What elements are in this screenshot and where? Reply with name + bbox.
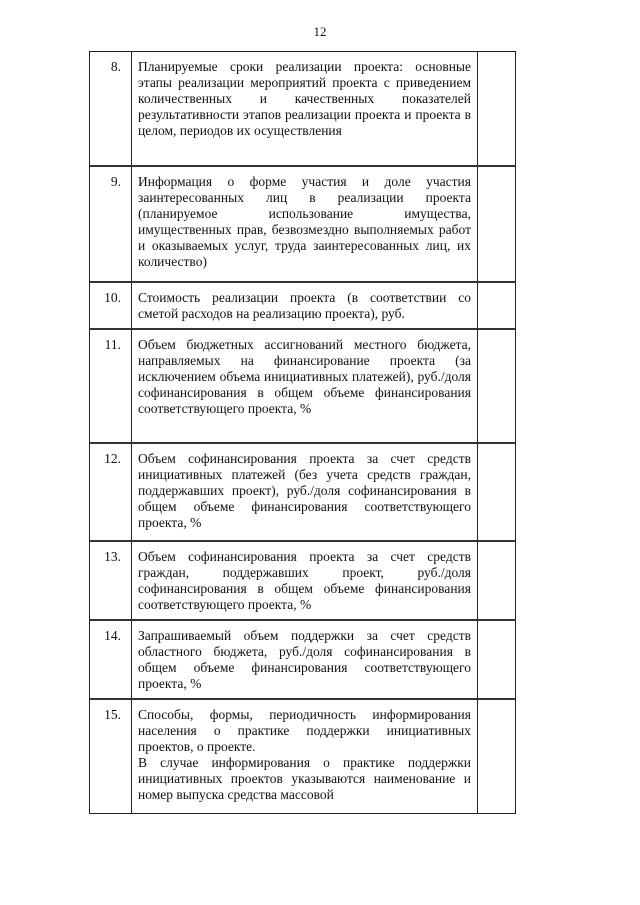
table-row — [90, 443, 516, 541]
row-number: 14. — [90, 620, 132, 699]
row-value-cell — [478, 166, 516, 282]
row-description: Стоимость реализации проекта (в соответствии со сметой расходов на реализацию проекта), руб. — [132, 282, 478, 329]
row-description: Объем софинансирования проекта за счет средств граждан, поддержавших проект, руб./доля софинансирования в общем объеме финансирования соответствующего проекта, % — [132, 541, 478, 620]
project-info-table — [89, 51, 516, 814]
row-description: Объем софинансирования проекта за счет средств инициативных платежей (без учета средств граждан, поддержавших проект), руб./доля софинансирования в общем объеме финансирования соответствующего проекта, % — [132, 443, 478, 541]
row-value-cell — [478, 52, 516, 166]
row-description-paragraph: Способы, формы, периодичность информирования населения о практике поддержки инициативных проектов, о проекте. — [138, 706, 471, 754]
row-number: 13. — [90, 541, 132, 620]
table-row — [90, 541, 516, 620]
page-number: 12 — [313, 24, 327, 39]
row-value-cell — [478, 329, 516, 443]
row-value-cell — [478, 443, 516, 541]
row-number: 15. — [90, 699, 132, 814]
row-number: 12. — [90, 443, 132, 541]
row-number: 11. — [90, 329, 132, 443]
table-row — [90, 699, 516, 814]
row-description: Объем бюджетных ассигнований местного бюджета, направляемых на финансирование проекта (за исключением объема инициативных платежей), руб./доля софинансирования в общем объеме финансирования соответствующего проекта, % — [132, 329, 478, 443]
table-row — [90, 52, 516, 166]
table-row — [90, 166, 516, 282]
row-value-cell — [478, 620, 516, 699]
table-row — [90, 282, 516, 329]
table-row — [90, 329, 516, 443]
row-number: 8. — [90, 52, 132, 166]
row-description-paragraph: В случае информирования о практике поддержки инициативных проектов указываются наименование и номер выпуска средства массовой — [138, 754, 471, 802]
row-description: Планируемые сроки реализации проекта: основные этапы реализации мероприятий проекта с приведением количественных и качественных показателей результативности этапов реализации проекта и проекта в целом, периодов их осуществления — [132, 52, 478, 166]
row-value-cell — [478, 282, 516, 329]
row-description — [132, 699, 478, 814]
row-number: 10. — [90, 282, 132, 329]
table-row — [90, 620, 516, 699]
row-description: Информация о форме участия и доле участия заинтересованных лиц в реализации проекта (планируемое использование имущества, имущественных прав, безвозмездно выполняемых работ и оказываемых услуг, труда заинтересованных лиц, их количество) — [132, 166, 478, 282]
row-description: Запрашиваемый объем поддержки за счет средств областного бюджета, руб./доля софинансирования в общем объеме финансирования соответствующего проекта, % — [132, 620, 478, 699]
row-number: 9. — [90, 166, 132, 282]
row-value-cell — [478, 699, 516, 814]
row-value-cell — [478, 541, 516, 620]
